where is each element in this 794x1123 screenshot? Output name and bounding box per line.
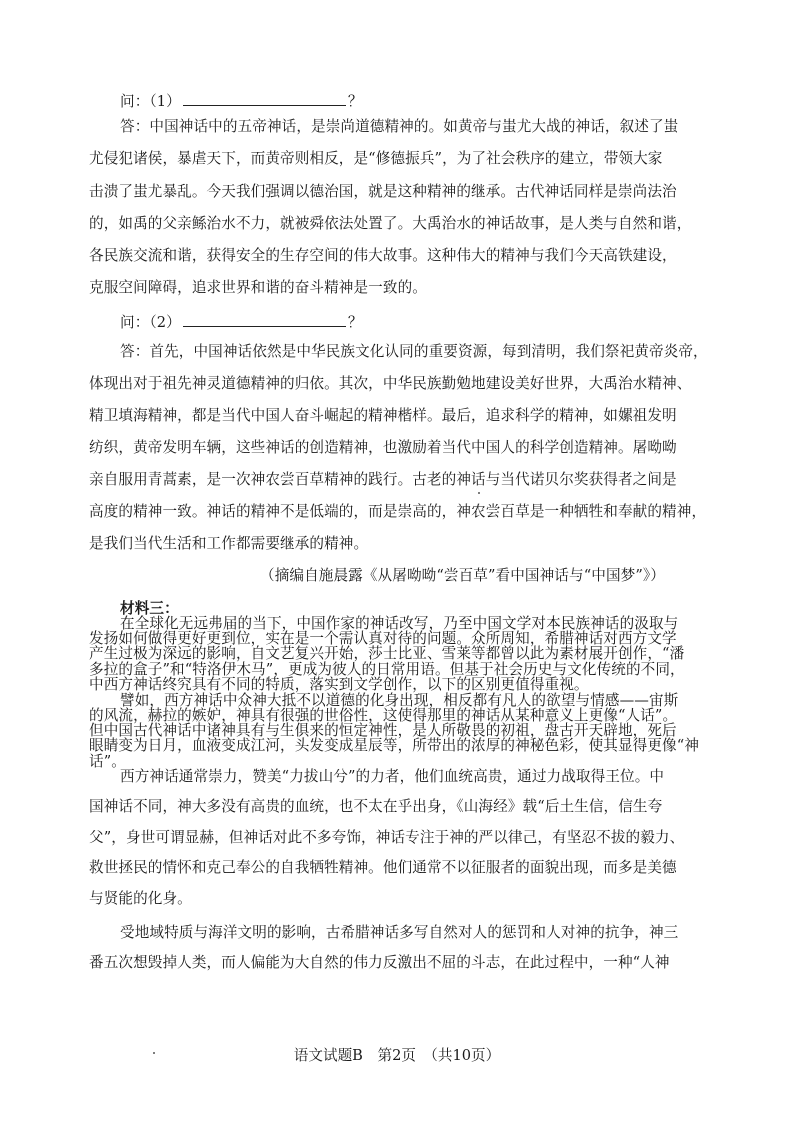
answer-2-line: 答：首先，中国神话依然是中华民族文化认同的重要资源，每到清明，我们祭祀黄帝炎帝，: [120, 343, 708, 360]
paragraph-line: 番五次想毁掉人类，而人偏能为大自然的伟力反激出不屈的斗志，在此过程中，一种“人神: [89, 954, 670, 972]
paragraph-line: 受地域特质与海洋文明的影响，古希腊神话多写自然对人的惩罚和人对神的抗争，神三: [120, 924, 679, 941]
paragraph-line: 譬如，西方神话中众神大抵不以道德的化身出现，相反都有凡人的欲望与情感——宙斯: [120, 691, 679, 709]
question-1-suffix: ？: [347, 93, 363, 110]
paragraph-line: 眼睛变为日月，血液变成江河，头发变成星辰等，所带出的浓厚的神秘色彩，使其显得更像“神: [89, 737, 700, 755]
answer-2-line: 精卫填海精神，都是当代中国人奋斗崛起的精神楷样。最后，追求科学的精神，如嫘祖发明: [89, 407, 677, 424]
answer-2-line: 亲自服用青蒿素，是一次神农尝百草精神的践行。古老的神话与当代诺贝尔奖获得者之间是: [89, 471, 677, 488]
paragraph-line: 话”。: [89, 752, 126, 770]
page-footer: 语文试题B 第2页 （共10页）: [293, 1047, 501, 1064]
answer-blank-2[interactable]: [183, 312, 346, 327]
material-3-heading: 材料三：: [120, 600, 179, 617]
paragraph-line: 发扬如何做得更好更到位，实在是一个需认真对待的问题。众所周知，希腊神话对西方文学: [89, 630, 677, 648]
paragraph-line: 西方神话通常崇力，赞美“力拔山兮”的力者，他们血统高贵，通过力战取得王位。中: [120, 768, 665, 785]
paragraph-line: 国神话不同，神大多没有高贵的血统，也不太在乎出身，《山海经》载“后土生信，信生夸: [89, 798, 663, 816]
question-1-prefix: 问：（1）: [120, 93, 181, 110]
paragraph-line: 与贤能的化身。: [89, 889, 192, 907]
question-2-prefix: 问：（2）: [120, 314, 181, 331]
question-2: [120, 312, 363, 331]
paragraph-line: 救世拯民的情怀和克己奉公的自我牺牲精神。他们通常不以征服者的面貌出现，而多是美德: [89, 859, 677, 877]
answer-blank-1[interactable]: [183, 91, 346, 106]
answer-2-line: 体现出对于祖先神灵道德精神的归依。其次，中华民族勤勉地建设美好世界，大禹治水精神、: [89, 375, 692, 392]
question-2-suffix: ？: [347, 314, 363, 331]
source-citation: （摘编自施晨露《从屠呦呦“尝百草”看中国神话与“中国梦”》）: [260, 567, 665, 584]
answer-1-line: 的，如禹的父亲鲧治水不力，就被舜依法处置了。大禹治水的神话故事，是人类与自然和谐，: [89, 215, 692, 232]
paragraph-line: 父”，身世可谓显赫，但神话对此不多夸饰，神话专注于神的严以律己，有坚忍不拔的毅力、: [89, 828, 685, 846]
scan-speck: [153, 1052, 155, 1054]
answer-1-line: 克服空间障碍，追求世界和谐的奋斗精神是一致的。: [89, 279, 427, 296]
paragraph-line: 多拉的盒子”和“特洛伊木马”，更成为彼人的日常用语。但基于社会历史与文化传统的不同，: [89, 660, 685, 678]
paragraph-line: 产生过极为深远的影响，自文艺复兴开始，莎士比亚、雪莱等都曾以此为素材展开创作，“潘: [89, 645, 685, 663]
answer-1-line: 答：中国神话中的五帝神话，是崇尚道德精神的。如黄帝与蚩尤大战的神话，叙述了蚩: [120, 118, 679, 135]
answer-2-line: 是我们当代生活和工作都需要继承的精神。: [89, 535, 369, 552]
paragraph-line: 中西方神话终究具有不同的特质，落实到文学创作，以下的区别更值得重视。: [89, 675, 589, 693]
answer-1-line: 击溃了蚩尤暴乱。今天我们强调以德治国，就是这种精神的继承。古代神话同样是崇尚法治: [89, 183, 677, 200]
question-1: [120, 91, 363, 110]
answer-2-line: 纺织，黄帝发明车辆，这些神话的创造精神，也激励着当代中国人的科学创造精神。屠呦呦: [89, 439, 677, 456]
answer-1-line: 尤侵犯诸侯，暴虐天下，而黄帝则相反，是“修德振兵”，为了社会秩序的建立，带领大家: [89, 150, 663, 167]
answer-2-line: 高度的精神一致。神话的精神不是低端的，而是崇高的，神农尝百草是一种牺牲和奉献的精神，: [89, 503, 707, 520]
paragraph-line: 但中国古代神话中诸神具有与生俱来的恒定神性，是人所敬畏的初祖，盘古开天辟地，死后: [89, 722, 677, 740]
answer-1-line: 各民族交流和谐，获得安全的生存空间的伟大故事。这种伟大的精神与我们今天高铁建设，: [89, 247, 677, 264]
paragraph-line: 的风流，赫拉的嫉妒，神具有很强的世俗性，这使得那里的神话从某种意义上更像“人话”。: [89, 706, 678, 724]
paragraph-line: 在全球化无远弗届的当下，中国作家的神话改写，乃至中国文学对本民族神话的汲取与: [120, 614, 679, 632]
scan-speck: [478, 492, 480, 494]
